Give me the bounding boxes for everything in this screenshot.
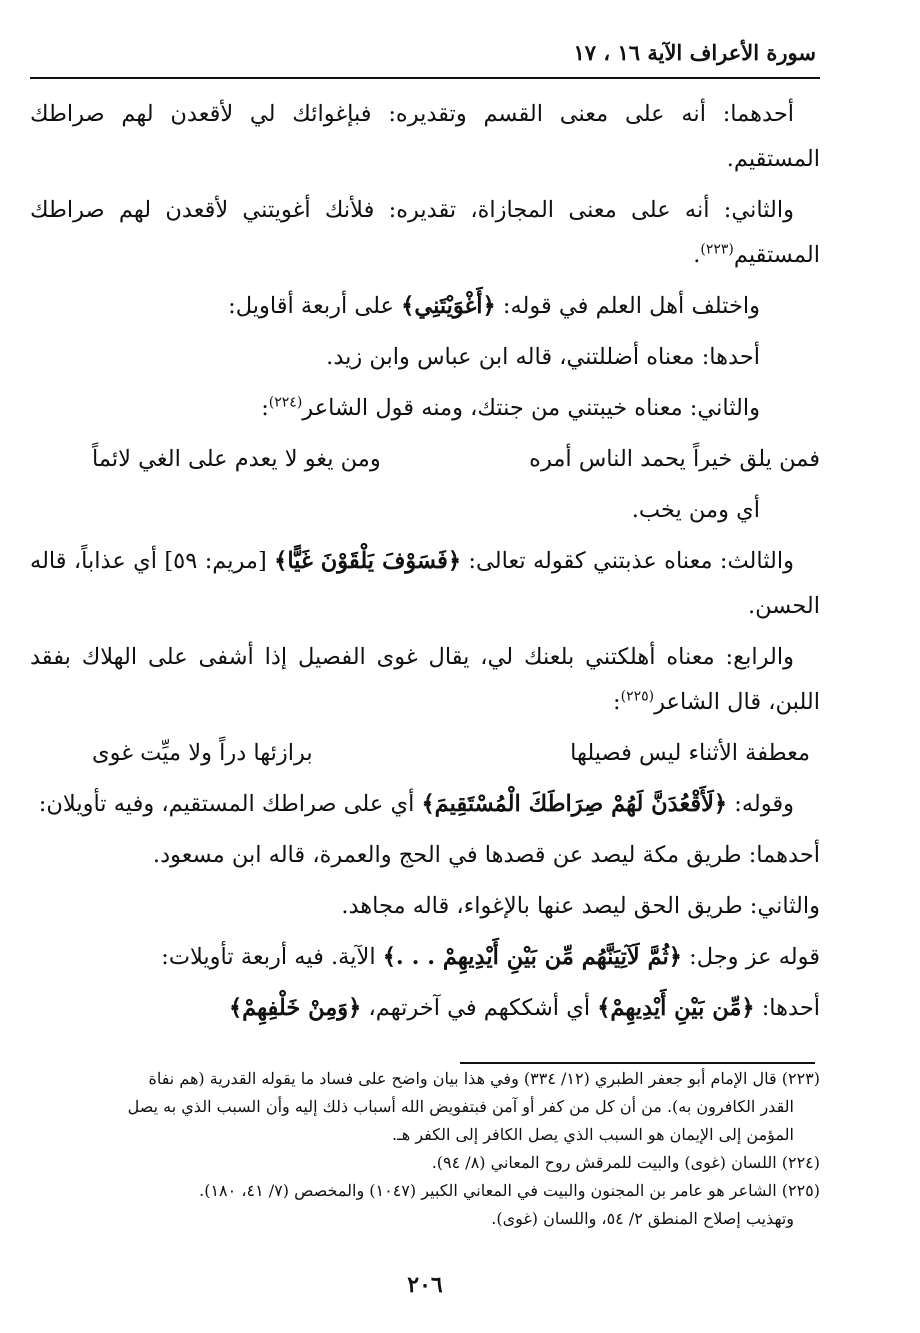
header-rule — [30, 77, 820, 79]
verse-first-hemistich: فمن يلق خيراً يحمد الناس أمره — [529, 446, 820, 472]
footnote-ref: (٢٢٣) — [700, 241, 734, 258]
paragraph — [30, 386, 820, 431]
paragraph-text: : — [613, 689, 621, 715]
paragraph-text: . — [693, 242, 701, 268]
paragraph-text: أحدها: معناه أضللتني، قاله ابن عباس وابن زيد. — [326, 344, 760, 370]
paragraph-text: والثاني: أنه على معنى المجازاة، تقديره: فلأنك أغويتني لأقعدن لهم صراطك المستقيم — [30, 197, 820, 268]
paragraph-text: واختلف أهل العلم في قوله: — [495, 293, 760, 319]
paragraph — [30, 488, 820, 533]
footnote-224 — [50, 1149, 820, 1177]
paragraph — [30, 833, 820, 878]
paragraph-text: أي ومن يخب. — [631, 497, 760, 523]
paragraph-text: أحدها: — [754, 995, 820, 1021]
paragraph — [30, 335, 820, 380]
poetry-verse — [80, 437, 820, 482]
paragraph — [30, 188, 820, 278]
running-title: سورة الأعراف الآية ١٦ ، ١٧ — [573, 40, 816, 65]
verse-first-hemistich: معطفة الأثناء ليس فصيلها — [570, 740, 810, 766]
paragraph — [30, 635, 820, 725]
quran-quote: ﴿ثُمَّ لَآتِيَنَّهُم مِّن بَيْنِ أَيْدِيهِمْ . . .﴾ — [382, 944, 682, 970]
footnote-text: (٢٢٤) اللسان (غوى) والبيت للمرقش روح المعاني (٨/ ٩٤). — [431, 1153, 820, 1172]
paragraph-text: أحدهما: أنه على معنى القسم وتقديره: فبإغوائك لي لأقعدن لهم صراطك المستقيم. — [30, 101, 820, 172]
footnote-223-cont — [50, 1121, 820, 1149]
paragraph — [30, 782, 820, 827]
footnote-text: (٢٢٣) قال الإمام أبو جعفر الطبري (١٢/ ٣٣٤) وفي هذا بيان واضح على فساد ما يقوله القدرية (هم نفاة — [148, 1069, 820, 1088]
paragraph-text: أحدهما: طريق مكة ليصد عن قصدها في الحج والعمرة، قاله ابن مسعود. — [152, 842, 820, 868]
footnote-separator — [460, 1062, 815, 1064]
paragraph — [30, 284, 820, 329]
paragraph — [30, 935, 820, 980]
footnote-225-cont — [50, 1205, 820, 1233]
paragraph — [30, 986, 820, 1031]
footnote-text: المؤمن إلى الإيمان هو السبب الذي يصل الكافر إلى الكفر هـ. — [392, 1125, 794, 1144]
paragraph-text: والثالث: معناه عذبتني كقوله تعالى: — [461, 548, 795, 574]
footnote-ref: (٢٢٤) — [268, 394, 303, 411]
footnote-text: وتهذيب إصلاح المنطق ٢/ ٥٤، واللسان (غوى). — [491, 1209, 794, 1228]
paragraph-text: على أربعة أقاويل: — [228, 293, 402, 319]
paragraph-text: أي على صراطك المستقيم، وفيه تأويلان: — [38, 791, 422, 817]
quran-quote: ﴿وَمِنْ خَلْفِهِمْ﴾ — [229, 995, 362, 1021]
paragraph-text: والثاني: معناه خيبتني من جنتك، ومنه قول الشاعر — [302, 395, 760, 421]
quran-quote: ﴿لَأَقْعُدَنَّ لَهُمْ صِرَاطَكَ الْمُسْتَقِيمَ﴾ — [421, 791, 728, 817]
footnote-text: القدر الكافرون به). من أن كل من كفر أو آمن فبتفويض الله أسباب ذلك إليه وأن السبب الذي به يصل — [127, 1097, 794, 1116]
page-number: ٢٠٦ — [407, 1272, 443, 1298]
verse-second-hemistich: ومن يغو لا يعدم على الغي لائماً — [92, 446, 381, 472]
paragraph — [30, 884, 820, 929]
paragraph-text: والثاني: طريق الحق ليصد عنها بالإغواء، قاله مجاهد. — [341, 893, 820, 919]
quran-quote: ﴿أَغْوَيْتَنِي﴾ — [401, 293, 496, 319]
paragraph — [30, 539, 820, 629]
paragraph-text: قوله عز وجل: — [682, 944, 820, 970]
footnote-223-cont — [50, 1093, 820, 1121]
footnote-text: (٢٢٥) الشاعر هو عامر بن المجنون والبيت في المعاني الكبير (١٠٤٧) والمخصص (٧/ ٤١، ١٨٠). — [199, 1181, 820, 1200]
footnote-225 — [50, 1177, 820, 1205]
poetry-verse — [80, 731, 820, 776]
quran-quote: ﴿فَسَوْفَ يَلْقَوْنَ غَيًّا﴾ — [274, 548, 462, 574]
footnote-ref: (٢٢٥) — [620, 688, 655, 705]
paragraph-text: وقوله: — [727, 791, 794, 817]
quran-quote: ﴿مِّن بَيْنِ أَيْدِيهِمْ﴾ — [597, 995, 755, 1021]
paragraph-text: : — [261, 395, 269, 421]
paragraph-text: والرابع: معناه أهلكتني بلعنك لي، يقال غوى الفصيل إذا أشفى على الهلاك بفقد اللبن، قال الشاعر — [30, 644, 820, 715]
footnotes — [50, 1065, 820, 1233]
footnote-223 — [50, 1065, 820, 1093]
main-text — [30, 92, 820, 1037]
paragraph — [30, 92, 820, 182]
paragraph-text: أي أشككهم في آخرتهم، — [361, 995, 598, 1021]
verse-second-hemistich: برازئها دراً ولا ميِّت غوى — [92, 740, 313, 766]
book-page — [30, 40, 820, 1300]
paragraph-text: الآية. فيه أربعة تأويلات: — [161, 944, 383, 970]
paragraph-text: [مريم: ٥٩] أي عذاباً، قاله الحسن. — [30, 548, 820, 619]
